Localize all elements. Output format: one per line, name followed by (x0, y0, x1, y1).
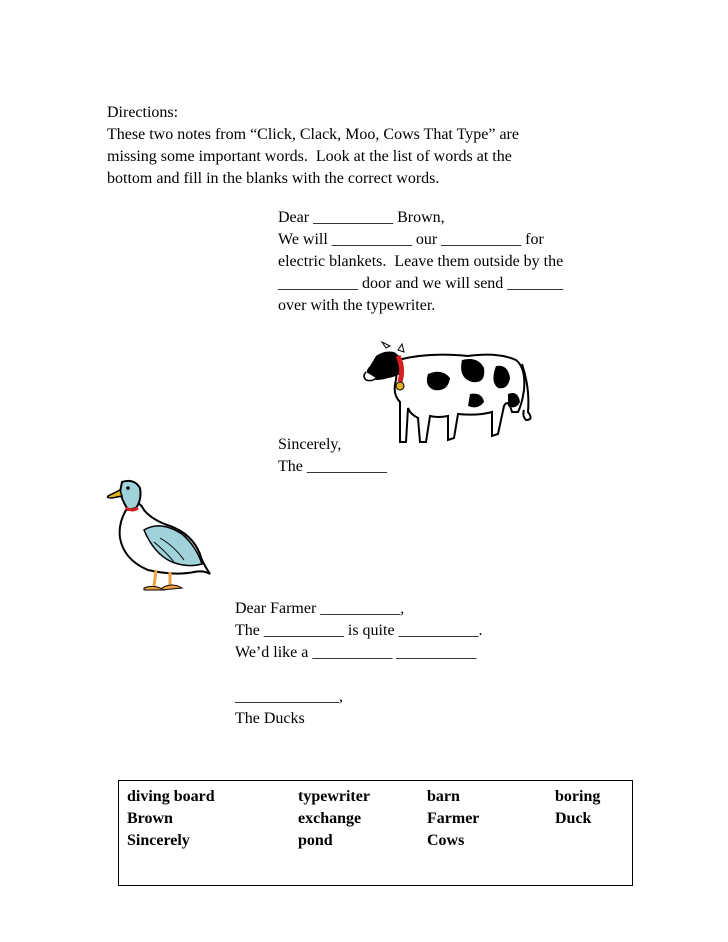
word-bank-item: pond (298, 832, 333, 849)
ducks-note-signature: The Ducks (235, 710, 305, 727)
word-bank-item: Cows (427, 832, 465, 849)
directions-line: These two notes from “Click, Clack, Moo, Cows That Type” are (107, 126, 519, 143)
word-bank-item: exchange (298, 810, 362, 827)
cows-note-line: electric blankets. Leave them outside by the (278, 253, 564, 270)
directions-line: bottom and fill in the blanks with the correct words. (107, 170, 440, 187)
word-bank-item: boring (555, 788, 601, 805)
ducks-note-line: The __________ is quite __________. (235, 622, 483, 639)
word-bank-item: Farmer (427, 810, 480, 827)
word-bank (118, 780, 633, 886)
cows-note-signature: The __________ (278, 458, 387, 475)
cows-note-signoff (278, 434, 387, 478)
directions-text (107, 124, 607, 190)
cows-note-line: We will __________ our __________ for (278, 231, 544, 248)
duck-clipart (104, 476, 214, 598)
ducks-note-signoff (235, 686, 343, 730)
ducks-note-line: We’d like a __________ __________ (235, 644, 477, 661)
directions-heading: Directions: (107, 104, 179, 121)
ducks-note-closing: _____________, (235, 688, 343, 705)
cows-note (278, 207, 563, 317)
word-bank-item: Sincerely (127, 832, 190, 849)
word-bank-item: barn (427, 788, 460, 805)
word-bank-item: typewriter (298, 788, 370, 805)
word-bank-item: diving board (127, 788, 215, 805)
word-bank-item: Duck (555, 810, 592, 827)
cows-note-line: over with the typewriter. (278, 297, 436, 314)
cows-note-line: Dear __________ Brown, (278, 209, 445, 226)
directions-line: missing some important words. Look at the list of words at the (107, 148, 512, 165)
ducks-note-line: Dear Farmer __________, (235, 600, 405, 617)
ducks-note (235, 598, 483, 664)
word-bank-item: Brown (127, 810, 173, 827)
cows-note-line: __________ door and we will send _______ (278, 275, 564, 292)
cows-note-closing: Sincerely, (278, 436, 342, 453)
